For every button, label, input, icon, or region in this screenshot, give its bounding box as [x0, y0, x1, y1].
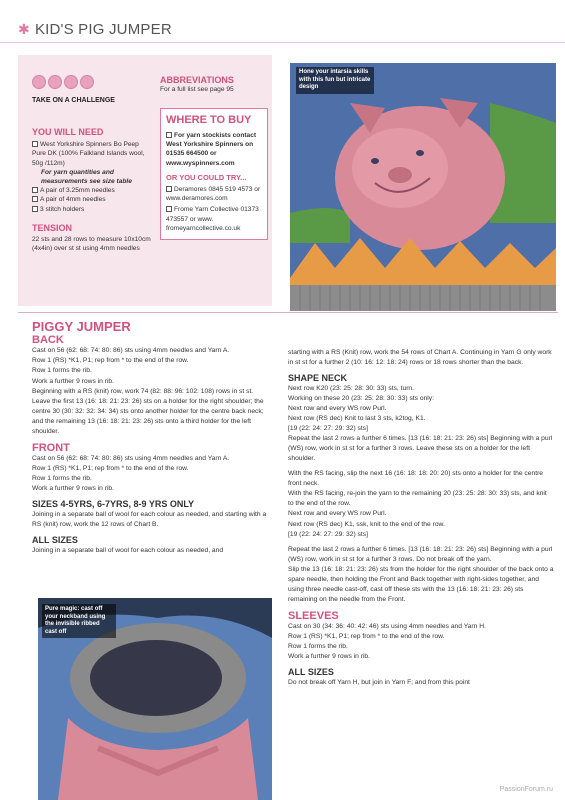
instruction: Slip the 13 (16: 18: 21: 23: 26) sts from the holder for the right shoulder of the back onto a spare needle, then holding the Front and Back together with right-sides together, and using three needle cast-off, cast off these sts with the 13 (16: 18: 21: 23: 26) sts remaining on the needle from the Front. [288, 565, 554, 603]
instruction: Row 1 forms the rib. [32, 367, 92, 375]
where-to-buy-box [160, 108, 268, 240]
pig-jumper-photo [290, 63, 556, 311]
where-line: For yarn stockists contact West Yorkshire Spinners on 01535 664500 or www.wyspinners.com [166, 131, 257, 167]
front-heading: FRONT [32, 441, 70, 454]
instruction: Cast on 56 (62: 68: 74: 80: 86) sts using 4mm needles and Yarn A. [32, 454, 230, 462]
instruction: Cast on 56 (62: 68: 74: 80: 86) sts using 4mm needles and Yarn A. [32, 347, 230, 355]
watermark: PassionForum.ru [499, 785, 553, 793]
photo-caption: Hone your intarsia skills with this fun but intricate design [296, 67, 374, 94]
checkbox-icon [32, 141, 38, 147]
pig-jumper-illustration [290, 63, 556, 311]
back-heading: BACK [32, 334, 64, 347]
page-title: KID'S PIG JUMPER [34, 21, 172, 38]
need-item: 3 stitch holders [32, 205, 152, 214]
need-title: YOU WILL NEED [32, 127, 104, 137]
where-title: WHERE TO BUY [166, 114, 252, 126]
yarn-ball-icon [64, 75, 78, 89]
all-sizes-heading: ALL SIZES [32, 534, 78, 545]
instruction: Repeat the last 2 rows a further 6 times. [13 (16: 18: 21: 23: 26) sts] Beginning with a purl (WS) row, work in st st for a further 3 rows. Leave these sts on a holder for the left shoulder. [288, 435, 553, 463]
instruction: Next row and every WS row Purl. [288, 510, 387, 518]
instruction: Joining in a separate ball of wool for each colour as needed, and starting with a RS (knit) row, work the 12 rows of Chart B. [32, 510, 267, 528]
instruction: Next row (RS dec) Knit to last 3 sts, k2tog, K1. [288, 415, 426, 423]
challenge-rating [32, 75, 94, 89]
abbrev-title: ABBREVIATIONS [160, 75, 234, 85]
instruction: Work a further 9 rows in rib. [32, 485, 115, 493]
tension-title: TENSION [32, 222, 73, 233]
section-divider [18, 312, 558, 313]
checkbox-icon [166, 132, 172, 138]
shape-neck-heading: SHAPE NECK [288, 373, 348, 384]
pattern-column-1 [32, 320, 272, 556]
yarn-ball-icon [32, 75, 46, 89]
sleeves-heading: SLEEVES [288, 609, 339, 622]
where-line: Frome Yarn Collective 01373 473557 or www. fromeyarncollective.co.uk [166, 206, 259, 232]
star-icon: ✱ [18, 21, 30, 37]
instruction: Row 1 (RS) *K1, P1; rep from * to the end of the row. [288, 633, 445, 641]
instruction: Repeat the last 2 rows a further 6 times. [13 (16: 18: 21: 23: 26) sts] Beginning with a purl (WS) row, work in st st for a further 3 rows. Do not break off the yarn. [288, 545, 553, 563]
instruction: Next row (RS dec) K1, ssk, knit to the end of the row. [288, 520, 445, 528]
checkbox-icon [166, 186, 172, 192]
checkbox-icon [32, 206, 38, 212]
abbrev-text: For a full list see page 95 [160, 86, 234, 94]
header-title-row [18, 20, 172, 40]
need-item: West Yorkshire Spinners Bo Peep Pure DK (100% Falkland Islands wool, 50g /112m) [32, 141, 145, 167]
instruction: Next row K20 (23: 25: 28: 30: 33) sts, turn. [288, 384, 415, 392]
instruction: Row 1 forms the rib. [32, 475, 92, 482]
instruction: Leave the first 13 (16: 18: 21: 23: 26) sts on a holder for the right shoulder; the centre 30 (30: 32: 32: 34: 34) sts onto another holder for the centre back neck; and the remaining 13 (16: 18: 21: 23: 26) sts onto a third holder for the left shoulder. [32, 397, 264, 435]
sizes-heading: SIZES 4-5YRS, 6-7YRS, 8-9 YRS ONLY [32, 499, 195, 510]
instruction: Joining in a separate ball of wool for each colour as needed, and [32, 546, 224, 554]
instruction: Row 1 forms the rib. [288, 643, 348, 651]
need-note: For yarn quantities and measurements see size table [41, 168, 132, 186]
instruction: Beginning with a RS (knit) row, work 74 (82: 88: 96: 102: 108) rows in st st. [32, 387, 254, 395]
tension-text: 22 sts and 28 rows to measure 10x10cm (4x4in) over st st using 4mm needles [32, 236, 151, 253]
instruction: Do not break off Yarn H, but join in Yarn F; and from this point [288, 678, 470, 686]
instruction: With the RS facing, slip the next 16 (16: 18: 18: 20: 20) sts onto a holder for the centre front neck. [288, 470, 544, 488]
where-line: Deramores 0845 519 4573 or www.deramores.com [166, 185, 261, 203]
abbreviations [160, 74, 268, 95]
neckband-photo [38, 598, 272, 800]
instruction: Next row and every WS row Purl. [288, 404, 387, 412]
instruction: [19 (22: 24: 27: 29: 32) sts] [288, 425, 368, 433]
challenge-label: TAKE ON A CHALLENGE [32, 97, 115, 104]
photo-caption: Pure magic: cast off your neckband using the invisible ribbed cast off [42, 604, 116, 638]
pattern-column-2 [288, 348, 554, 688]
instruction: Row 1 (RS) *K1, P1; rep from * to the end of the row. [32, 357, 189, 365]
you-will-need [32, 126, 152, 253]
where-subtitle: OR YOU COULD TRY... [166, 172, 247, 182]
yarn-ball-icon [80, 75, 94, 89]
need-item: A pair of 3.25mm needles [32, 186, 152, 195]
need-item: A pair of 4mm needles [32, 195, 152, 204]
instruction: Work a further 9 rows in rib. [32, 377, 115, 385]
instruction: Row 1 (RS) *K1, P1; rep from * to the end of the row. [32, 464, 189, 472]
instruction: [19 (22: 24: 27: 29: 32) sts] [288, 530, 368, 538]
header-divider [0, 42, 565, 43]
instruction: With the RS facing, re-join the yarn to the remaining 20 (23: 25: 28: 30: 33) sts, and knit to the end of the row. [288, 490, 547, 508]
pattern-title: PIGGY JUMPER [32, 319, 131, 334]
instruction: starting with a RS (Knit) row, work the 54 rows of Chart A. Continuing in Yarn G only work in st st for a further 2 (10: 16: 12: 18: 24) rows or 18 rows shorter than the back. [288, 349, 552, 367]
instruction: Working on these 20 (23: 25: 28: 30: 33) sts only: [288, 394, 434, 402]
checkbox-icon [32, 196, 38, 202]
checkbox-icon [32, 187, 38, 193]
instruction: Work a further 9 rows in rib. [288, 653, 371, 661]
checkbox-icon [166, 206, 172, 212]
instruction: Cast on 30 (34: 36: 40: 42: 46) sts using 4mm needles and Yarn H. [288, 622, 486, 630]
yarn-ball-icon [48, 75, 62, 89]
all-sizes-heading: ALL SIZES [288, 667, 334, 678]
